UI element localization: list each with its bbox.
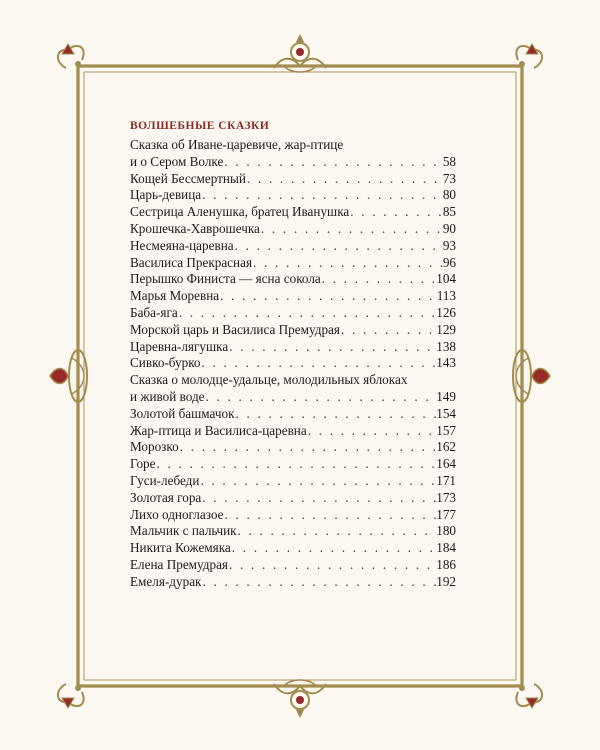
dot-leader — [201, 355, 437, 372]
toc-entry-page: 126 — [436, 304, 456, 320]
toc-entry[interactable] — [130, 238, 456, 255]
toc-entry-title: Сивко-бурко — [130, 355, 201, 371]
toc-entry-title: Золотой башмачок — [130, 405, 235, 421]
toc-entry-page: 143 — [436, 355, 456, 371]
toc-entry[interactable] — [130, 557, 456, 574]
dot-leader — [228, 557, 436, 574]
dot-leader — [340, 322, 436, 339]
toc-entry-page: 80 — [442, 187, 456, 203]
toc-entry-page: 58 — [442, 153, 456, 169]
toc-entry-page: 154 — [436, 405, 456, 421]
dot-leader — [260, 221, 443, 238]
toc-entry-title: Несмеяна-царевна — [130, 237, 234, 253]
dot-leader — [199, 473, 436, 490]
knot-ornament-left-icon — [50, 350, 87, 402]
dot-leader — [228, 339, 436, 356]
toc-entry[interactable] — [130, 456, 456, 473]
toc-entry-title: Царь-девица — [130, 187, 202, 203]
toc-entry-page: 113 — [436, 288, 456, 304]
toc-entry-title: Сестрица Аленушка, братец Иванушка — [130, 204, 350, 220]
toc-entry-page: 149 — [436, 388, 456, 404]
toc-entry-page: 90 — [442, 220, 456, 236]
toc-entry[interactable] — [130, 305, 456, 322]
dot-leader — [178, 305, 437, 322]
toc-entry[interactable] — [130, 221, 456, 238]
toc-entry[interactable] — [130, 523, 456, 540]
toc-entry-title: Емеля-дурак — [130, 573, 202, 589]
toc-entry[interactable] — [130, 137, 456, 171]
toc-entry-page: 96 — [442, 254, 456, 270]
toc-entry-title: Василиса Прекрасная — [130, 254, 253, 270]
toc-entry-page: 73 — [442, 170, 456, 186]
knot-ornament-right-icon — [513, 350, 550, 402]
dot-leader — [201, 187, 443, 204]
section-title: ВОЛШЕБНЫЕ СКАЗКИ — [130, 120, 270, 132]
toc-entry[interactable] — [130, 187, 456, 204]
dot-leader — [349, 204, 443, 221]
dot-leader — [205, 389, 437, 406]
dot-leader — [219, 288, 437, 305]
toc-entry[interactable] — [130, 406, 456, 423]
dot-leader — [156, 456, 437, 473]
dot-leader — [235, 406, 437, 423]
toc-entry[interactable] — [130, 288, 456, 305]
toc-entry[interactable] — [130, 204, 456, 221]
toc-entry[interactable] — [130, 271, 456, 288]
toc-entry-page: 173 — [436, 489, 456, 505]
toc-entry[interactable] — [130, 439, 456, 456]
toc-entry[interactable] — [130, 171, 456, 188]
toc-entry-page: 93 — [442, 237, 456, 253]
dot-leader — [307, 423, 437, 440]
toc-entry-title: Мальчик с пальчик — [130, 523, 237, 539]
toc-entry-title: и о Сером Волке — [130, 153, 224, 169]
toc-entry-page: 164 — [436, 456, 456, 472]
toc-entry-page: 129 — [436, 321, 456, 337]
toc-entry-title: Крошечка-Хаврошечка — [130, 220, 260, 236]
table-of-contents — [130, 137, 456, 591]
toc-entry[interactable] — [130, 540, 456, 557]
toc-entry-title: Морозко — [130, 439, 179, 455]
toc-entry-page: 192 — [436, 573, 456, 589]
dot-leader — [201, 490, 436, 507]
toc-entry-title: Перышко Финиста — ясна сокола — [130, 271, 321, 287]
toc-entry-title: Гуси-лебеди — [130, 472, 200, 488]
toc-entry-title-line1: Сказка о молодце-удальце, молодильных яблоках — [130, 372, 408, 388]
toc-entry-title: и живой воде — [130, 388, 205, 404]
toc-entry[interactable] — [130, 423, 456, 440]
dot-leader — [201, 574, 436, 591]
corner-ornament-top-left-icon — [58, 44, 84, 68]
toc-entry-title: Елена Премудрая — [130, 556, 228, 572]
toc-entry[interactable] — [130, 372, 456, 406]
toc-entry-title: Горе — [130, 456, 156, 472]
dot-leader — [237, 523, 437, 540]
toc-entry[interactable] — [130, 355, 456, 372]
dot-leader — [246, 171, 443, 188]
toc-entry-page: 184 — [436, 540, 456, 556]
toc-entry-title: Никита Кожемяка — [130, 540, 231, 556]
toc-entry-page: 157 — [436, 422, 456, 438]
dot-leader — [231, 540, 436, 557]
toc-entry-page: 177 — [436, 506, 456, 522]
toc-entry[interactable] — [130, 490, 456, 507]
toc-entry[interactable] — [130, 322, 456, 339]
toc-entry[interactable] — [130, 473, 456, 490]
toc-entry[interactable] — [130, 339, 456, 356]
toc-entry-title: Лихо одноглазое — [130, 506, 224, 522]
toc-entry-title: Жар-птица и Василиса-царевна — [130, 422, 307, 438]
dot-leader — [179, 439, 437, 456]
dot-leader — [223, 507, 436, 524]
dot-leader — [252, 255, 443, 272]
toc-entry-page: 171 — [436, 472, 456, 488]
toc-entry-title: Кощей Бессмертный — [130, 170, 246, 186]
toc-entry-title: Золотая гора — [130, 489, 202, 505]
toc-entry-title: Морской царь и Василиса Премудрая — [130, 321, 340, 337]
corner-ornament-top-right-icon — [516, 44, 542, 68]
toc-entry-page: 85 — [442, 204, 456, 220]
toc-entry[interactable] — [130, 507, 456, 524]
toc-entry-title: Баба-яга — [130, 304, 178, 320]
toc-entry[interactable] — [130, 574, 456, 591]
toc-entry-page: 162 — [436, 439, 456, 455]
toc-entry-title-line1: Сказка об Иване-царевиче, жар-птице — [130, 137, 344, 152]
toc-entry-page: 104 — [436, 271, 456, 287]
corner-ornament-bottom-left-icon — [58, 684, 84, 708]
toc-entry[interactable] — [130, 255, 456, 272]
toc-entry-page: 186 — [436, 556, 456, 572]
dot-leader — [321, 271, 436, 288]
dot-leader — [234, 238, 443, 255]
corner-ornament-bottom-right-icon — [516, 684, 542, 708]
toc-entry-title: Марья Моревна — [130, 288, 220, 304]
dot-leader — [223, 154, 442, 171]
toc-entry-title: Царевна-лягушка — [130, 338, 229, 354]
toc-entry-page: 138 — [436, 338, 456, 354]
toc-entry-page: 180 — [436, 523, 456, 539]
